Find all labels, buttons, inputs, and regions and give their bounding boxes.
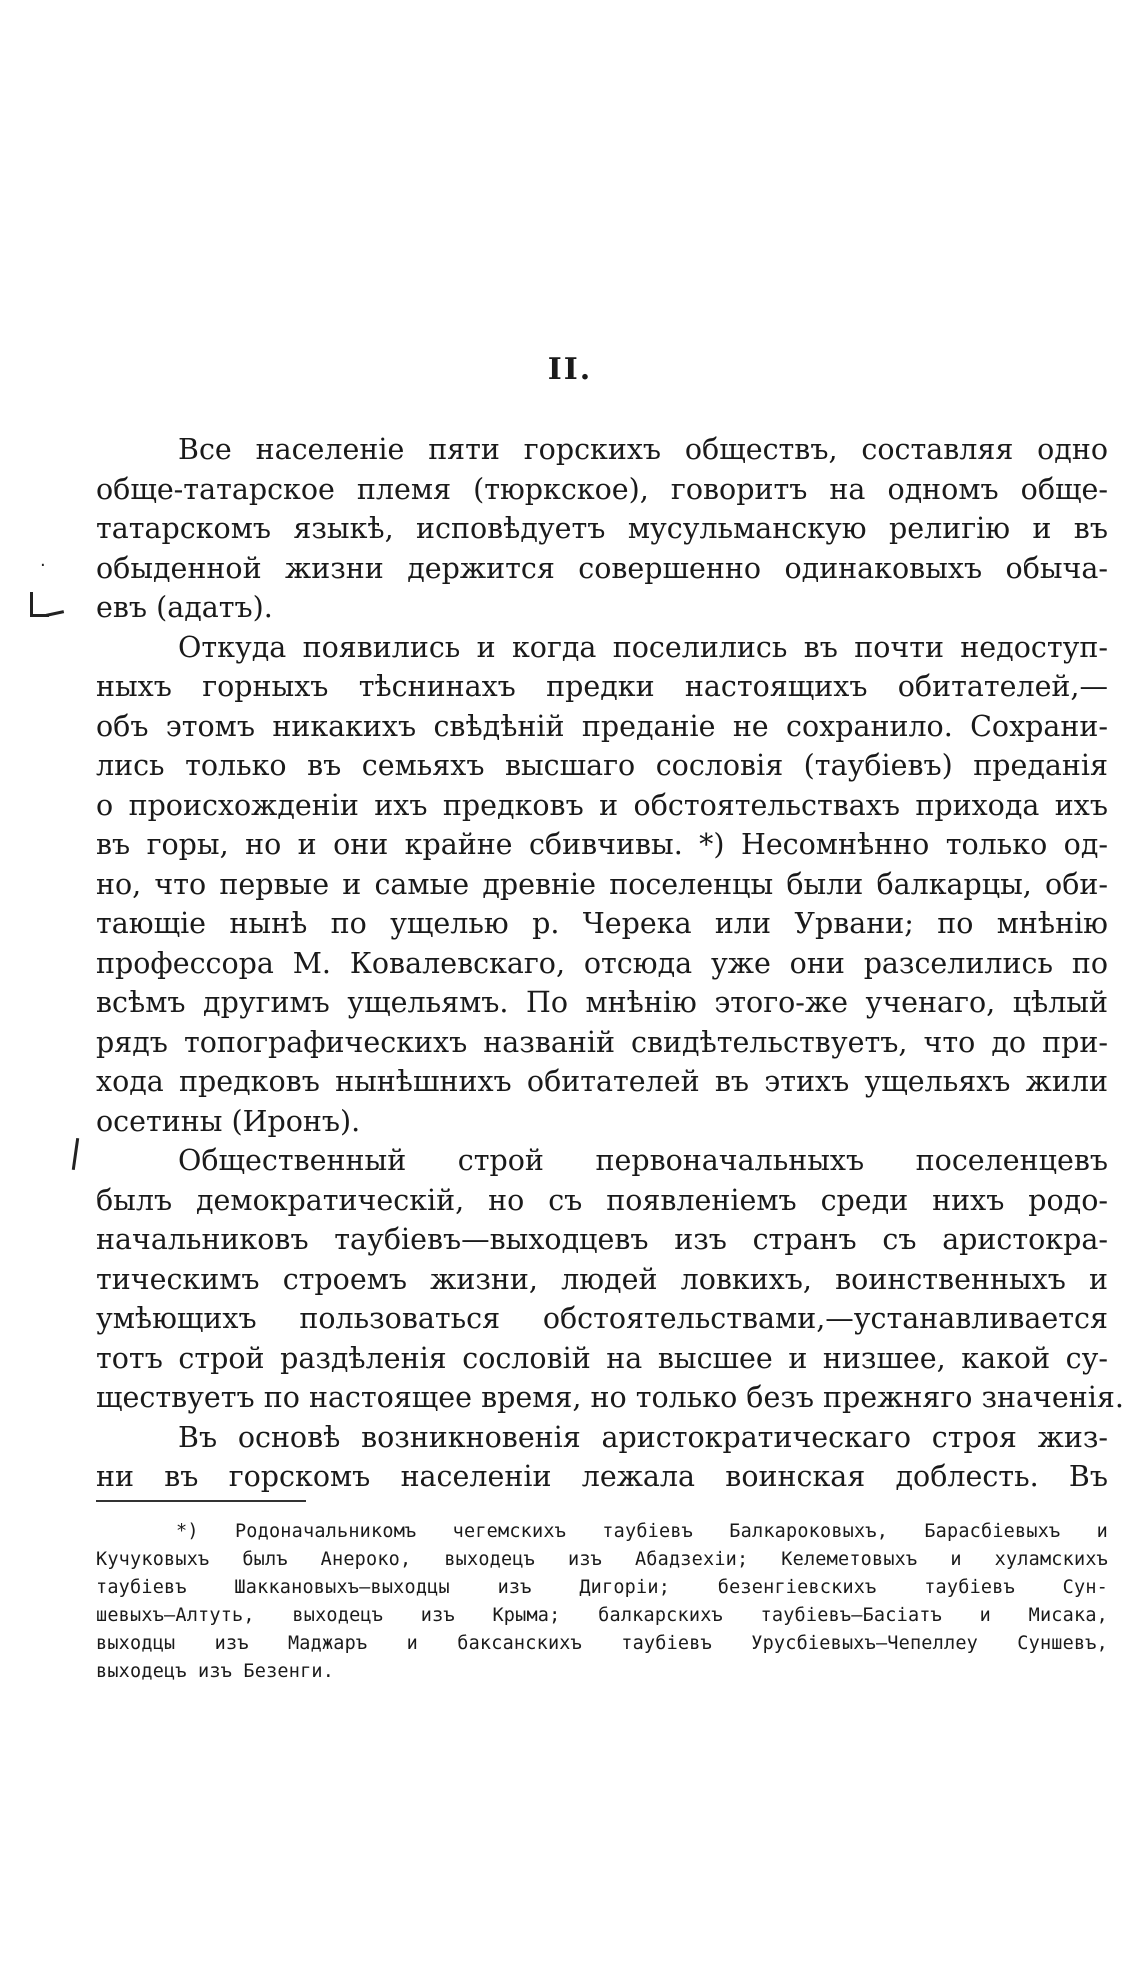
- footnote-line: выходцы изъ Маджаръ и баксанскихъ таубіевъ Урусбіевыхъ—Чепеллеу Суншевъ,: [96, 1633, 1108, 1654]
- body-line: Въ основѣ возникновенія аристократическаго строя жиз-: [178, 1420, 1108, 1454]
- body-line: лись только въ семьяхъ высшаго сословія (таубіевъ) преданія: [96, 749, 1108, 782]
- body-line: объ этомъ никакихъ свѣдѣній преданіе не сохранило. Сохрани-: [96, 709, 1108, 743]
- body-line: тотъ строй раздѣленія сословій на высшее и низшее, какой су-: [96, 1341, 1108, 1375]
- footnote-line: шевыхъ—Алтуть, выходецъ изъ Крыма; балкарскихъ таубіевъ—Басіатъ и Мисака,: [96, 1605, 1108, 1626]
- footnote-separator: [96, 1500, 306, 1502]
- body-text: [96, 430, 1124, 1497]
- body-line: въ горы, но и они крайне сбивчивы. *) Несомнѣнно только од-: [96, 828, 1108, 861]
- margin-tick-mark: [72, 1138, 79, 1170]
- body-line: тическимъ строемъ жизни, людей ловкихъ, воинственныхъ и: [96, 1262, 1108, 1296]
- body-line: начальниковъ таубіевъ—выходцевъ изъ странъ съ аристокра-: [96, 1223, 1108, 1256]
- body-line: евъ (адатъ).: [96, 591, 273, 624]
- footnote-line: таубіевъ Шаккановыхъ—выходцы изъ Дигоріи; безенгіевскихъ таубіевъ Сун-: [96, 1577, 1108, 1598]
- body-line: умѣющихъ пользоваться обстоятельствами,—устанавливается: [96, 1302, 1108, 1335]
- footnote-line: Кучуковыхъ былъ Анероко, выходецъ изъ Абадзехіи; Келеметовыхъ и хуламскихъ: [96, 1549, 1108, 1570]
- body-line: профессора М. Ковалевскаго, отсюда уже они разселились по: [96, 946, 1108, 980]
- footnote-line: *) Родоначальникомъ чегемскихъ таубіевъ Балкароковыхъ, Барасбіевыхъ и: [176, 1521, 1108, 1542]
- body-line: осетины (Иронъ).: [96, 1104, 361, 1138]
- body-line: ществуетъ по настоящее время, но только безъ прежняго значенія.: [96, 1381, 1124, 1414]
- chapter-heading: II.: [547, 352, 593, 387]
- body-line: Откуда появились и когда поселились въ почти недоступ-: [178, 630, 1108, 664]
- body-line: хода предковъ нынѣшнихъ обитателей въ этихъ ущельяхъ жили: [96, 1065, 1108, 1098]
- body-line: ныхъ горныхъ тѣснинахъ предки настоящихъ обитателей,—: [96, 670, 1108, 703]
- body-line: обще-татарское племя (тюркское), говоритъ на одномъ обще-: [96, 472, 1108, 506]
- body-line: Все населеніе пяти горскихъ обществъ, составляя одно: [178, 433, 1108, 466]
- body-line: былъ демократическій, но съ появленіемъ среди нихъ родо-: [96, 1183, 1108, 1217]
- body-line: Общественный строй первоначальныхъ поселенцевъ: [178, 1144, 1108, 1177]
- body-line: татарскомъ языкѣ, исповѣдуетъ мусульманскую религію и въ: [96, 512, 1108, 545]
- body-line: о происхожденіи ихъ предковъ и обстоятельствахъ прихода ихъ: [96, 788, 1108, 822]
- margin-dot-mark: ·: [40, 555, 46, 576]
- body-line: ни въ горскомъ населеніи лежала воинская доблесть. Въ: [96, 1460, 1108, 1493]
- body-line: обыденной жизни держится совершенно одинаковыхъ обыча-: [96, 551, 1108, 585]
- body-line: всѣмъ другимъ ущельямъ. По мнѣнію этого-же ученаго, цѣлый: [96, 986, 1108, 1019]
- body-line: рядъ топографическихъ названій свидѣтельствуетъ, что до при-: [96, 1025, 1108, 1059]
- footnote-line: выходецъ изъ Безенги.: [96, 1661, 335, 1682]
- body-line: но, что первые и самые древніе поселенцы были балкарцы, оби-: [96, 867, 1108, 901]
- body-line: тающіе нынѣ по ущелью р. Черека или Урвани; по мнѣнію: [96, 907, 1108, 940]
- footnote: [96, 1518, 1108, 1686]
